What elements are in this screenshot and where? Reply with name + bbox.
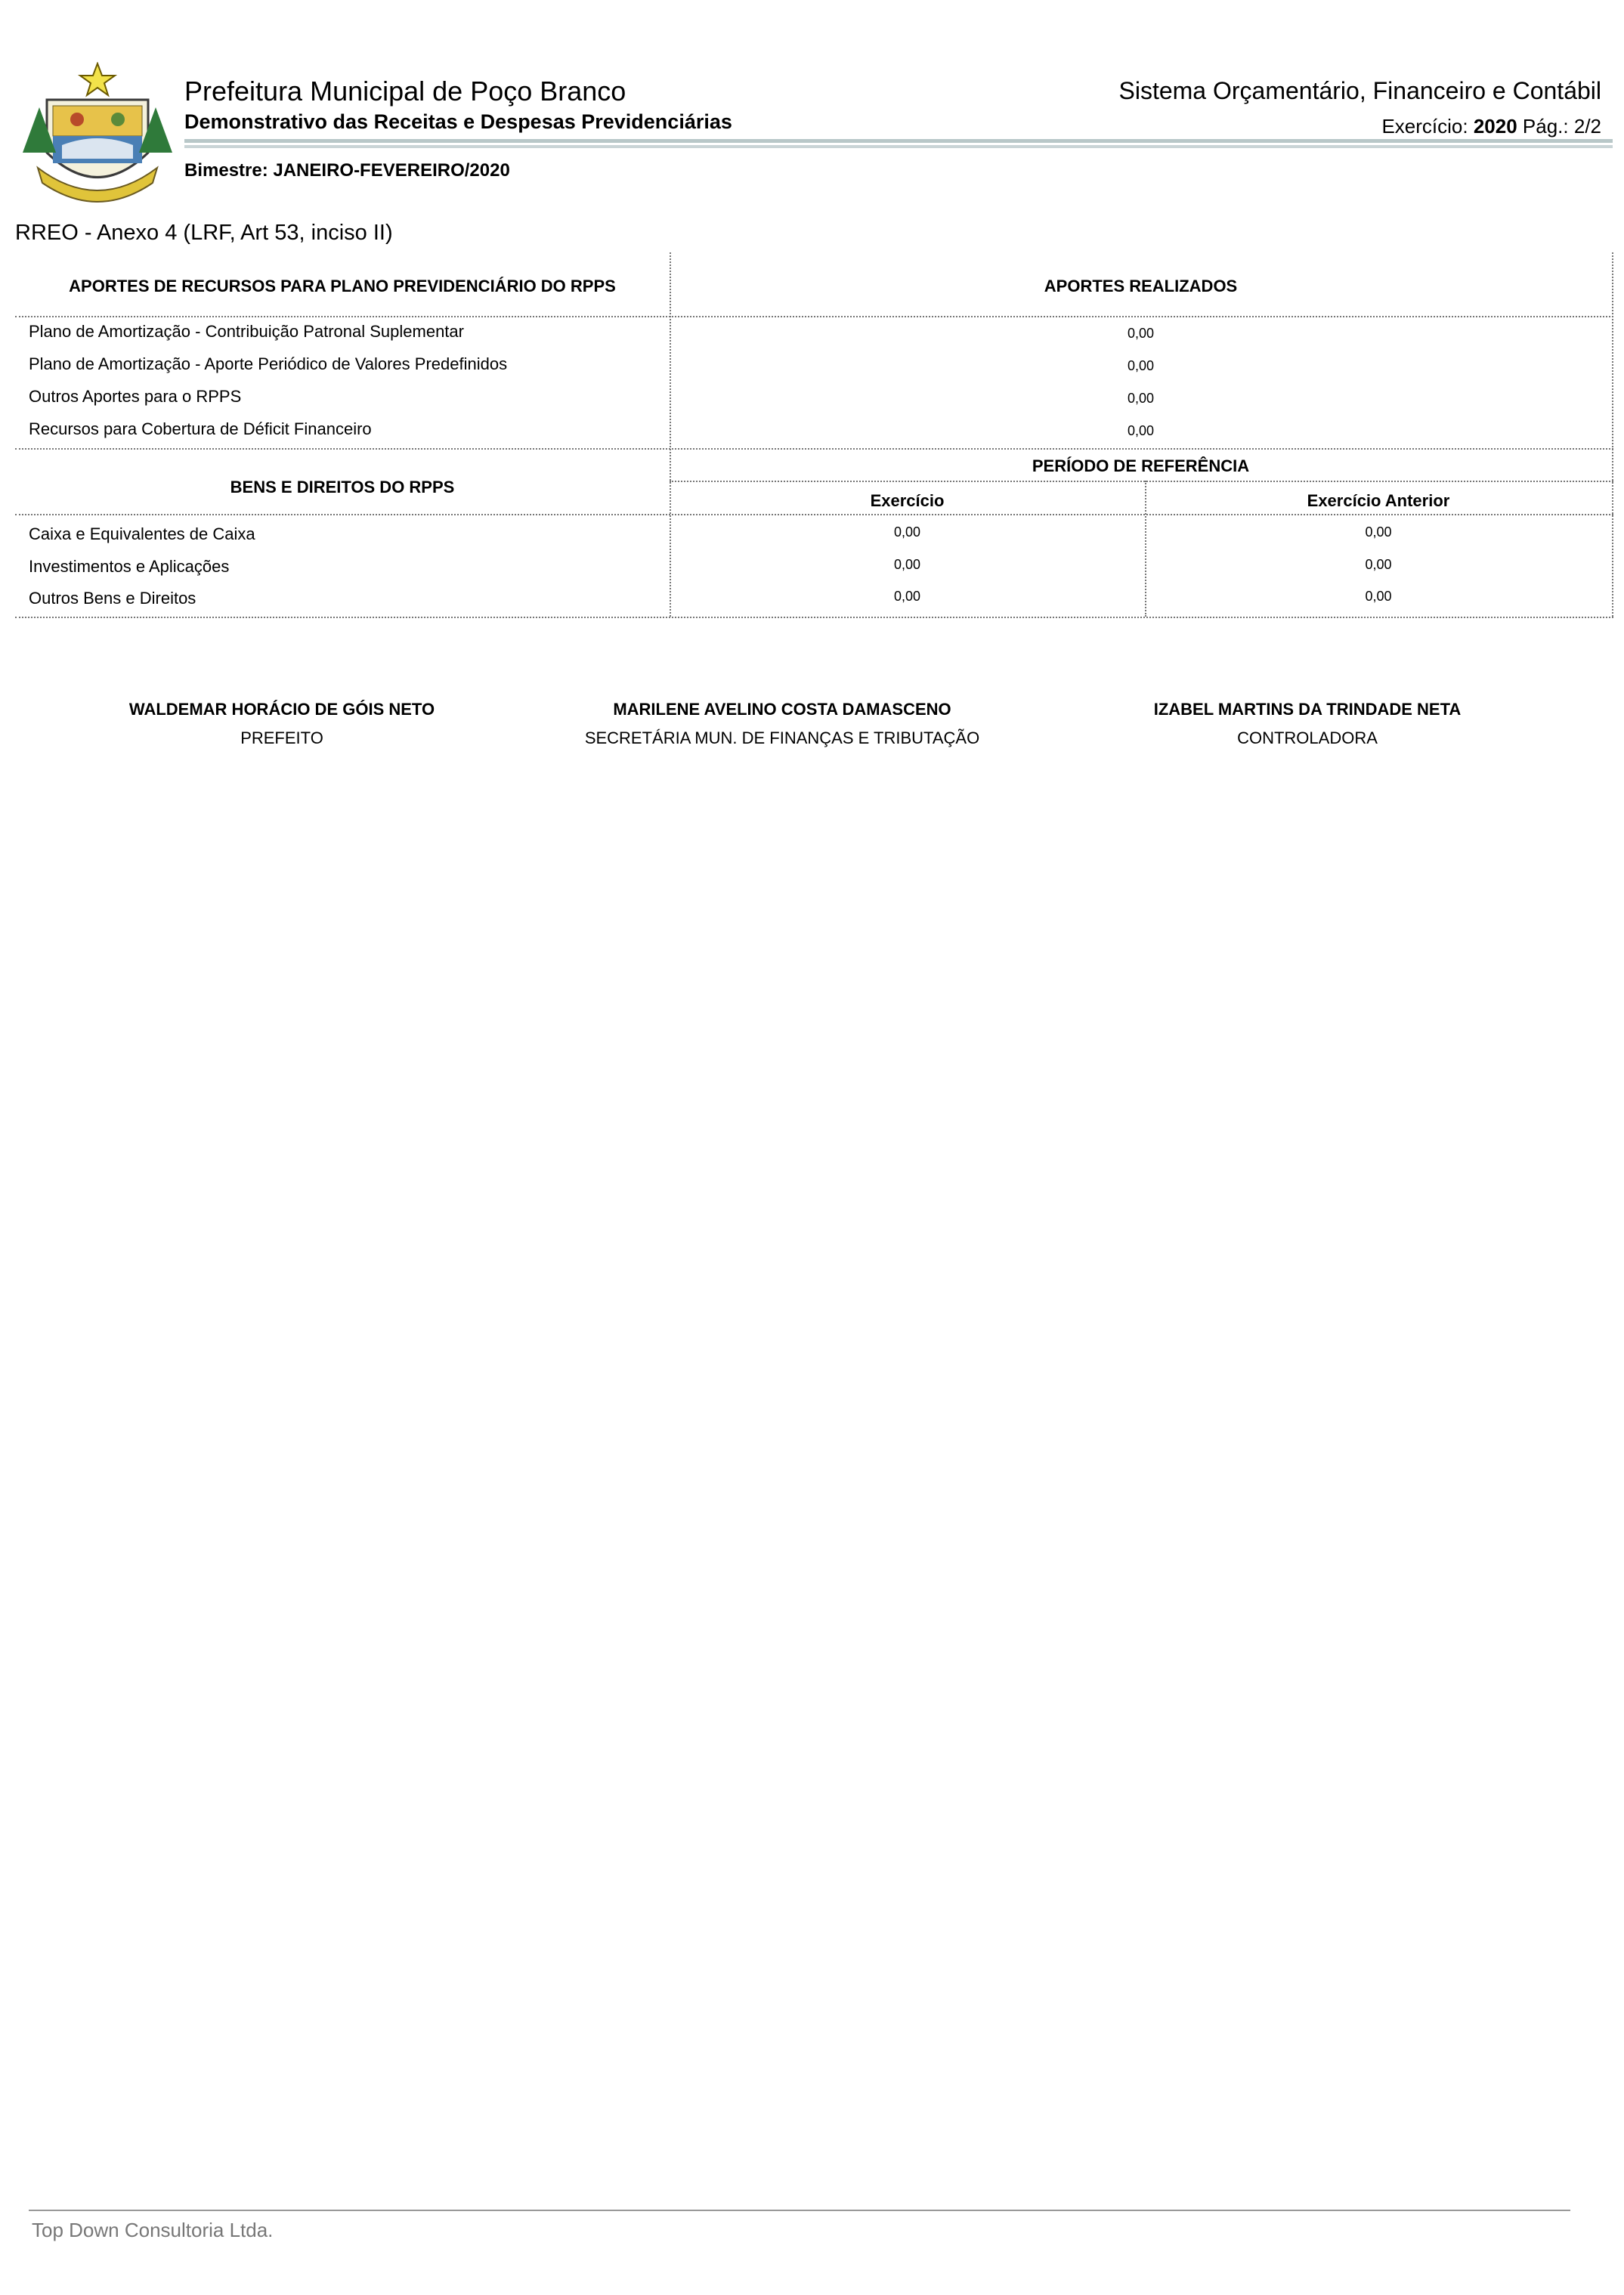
signature-name: IZABEL MARTINS DA TRINDADE NETA — [1153, 700, 1462, 719]
annex-heading: RREO - Anexo 4 (LRF, Art 53, inciso II) — [15, 221, 393, 245]
header-band-secondary — [184, 145, 1613, 148]
exercicio-label: Exercício: — [1381, 115, 1468, 138]
table-divider — [1612, 252, 1613, 617]
bens-row-label: Investimentos e Aplicações — [29, 557, 230, 576]
table-rule — [15, 514, 1613, 515]
exercise-page-info — [1381, 115, 1601, 138]
aportes-row-value: 0,00 — [1127, 423, 1155, 438]
signature-role: PREFEITO — [240, 728, 323, 747]
bens-header: BENS E DIREITOS DO RPPS — [230, 478, 455, 496]
aportes-row-value: 0,00 — [1127, 326, 1155, 341]
bens-row-previous: 0,00 — [1365, 524, 1392, 540]
municipal-crest-logo — [17, 62, 178, 206]
aportes-row-label: Recursos para Cobertura de Déficit Financeiro — [29, 419, 372, 438]
signature-name: MARILENE AVELINO COSTA DAMASCENO — [613, 700, 951, 719]
bens-row-label: Caixa e Equivalentes de Caixa — [29, 524, 255, 543]
aportes-row-value: 0,00 — [1127, 391, 1155, 406]
aportes-row-label: Plano de Amortização - Aporte Periódico de Valores Predefinidos — [29, 354, 508, 373]
header-band — [184, 139, 1613, 143]
signature-role: SECRETÁRIA MUN. DE FINANÇAS E TRIBUTAÇÃO — [584, 728, 980, 747]
bens-row-label: Outros Bens e Direitos — [29, 589, 196, 608]
aportes-row-value: 0,00 — [1127, 358, 1155, 373]
aportes-realizados-header: APORTES REALIZADOS — [1044, 277, 1238, 295]
aportes-header: APORTES DE RECURSOS PARA PLANO PREVIDENCIÁRIO DO RPPS — [69, 277, 616, 295]
system-name: Sistema Orçamentário, Financeiro e Contábil — [1118, 77, 1601, 104]
signature-role: CONTROLADORA — [1237, 728, 1378, 747]
report-subtitle: Demonstrativo das Receitas e Despesas Previdenciárias — [184, 110, 732, 133]
table-rule — [15, 316, 1613, 317]
bimestre-label: Bimestre: JANEIRO-FEVEREIRO/2020 — [184, 160, 510, 181]
institution-title: Prefeitura Municipal de Poço Branco — [184, 76, 626, 107]
footer-rule — [29, 2210, 1570, 2211]
bens-row-current: 0,00 — [893, 557, 921, 572]
page-number: Pág.: 2/2 — [1522, 115, 1601, 138]
exercicio-subheader: Exercício — [870, 491, 945, 510]
periodo-referencia-header: PERÍODO DE REFERÊNCIA — [1032, 456, 1250, 475]
bens-row-current: 0,00 — [893, 524, 921, 540]
table-rule — [15, 448, 1613, 450]
table-rule — [15, 617, 1613, 618]
exercicio-anterior-subheader: Exercício Anterior — [1307, 491, 1450, 510]
bens-row-previous: 0,00 — [1365, 557, 1392, 572]
aportes-row-label: Outros Aportes para o RPPS — [29, 387, 242, 406]
bens-row-current: 0,00 — [893, 589, 921, 604]
aportes-row-label: Plano de Amortização - Contribuição Patronal Suplementar — [29, 322, 464, 341]
bens-row-previous: 0,00 — [1365, 589, 1392, 604]
footer-credit: Top Down Consultoria Ltda. — [32, 2219, 274, 2241]
table-rule — [670, 481, 1613, 482]
exercicio-year: 2020 — [1473, 115, 1517, 138]
signature-name: WALDEMAR HORÁCIO DE GÓIS NETO — [128, 700, 435, 719]
